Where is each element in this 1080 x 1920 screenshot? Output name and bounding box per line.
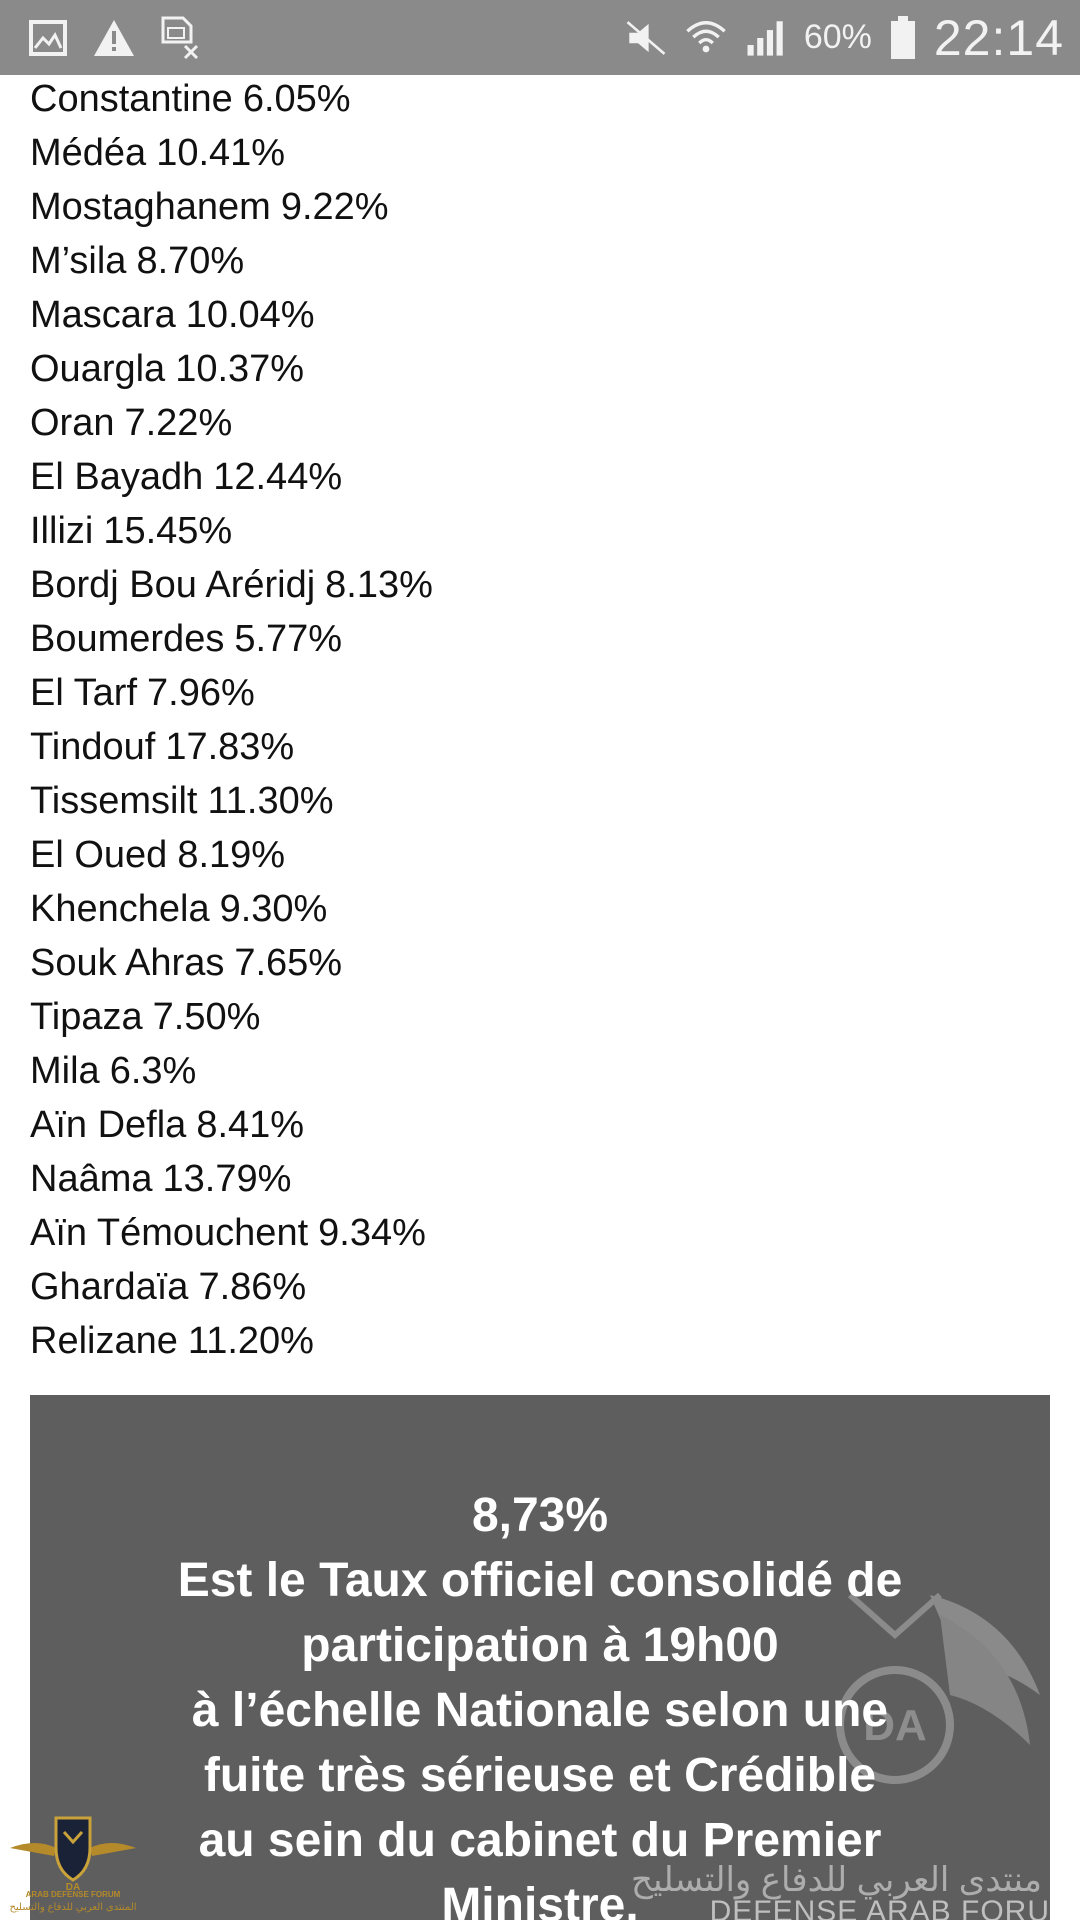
wilaya-name: Souk Ahras — [30, 942, 225, 984]
wilaya-name: Ouargla — [30, 348, 166, 390]
list-item — [30, 504, 433, 558]
wilaya-name: Aïn Defla — [30, 1104, 187, 1146]
turnout-rate: 7.22% — [124, 402, 233, 444]
wilaya-name: El Tarf — [30, 672, 138, 714]
status-bar — [0, 0, 1080, 75]
wilaya-name: Khenchela — [30, 888, 210, 930]
wilaya-name: Relizane — [30, 1320, 178, 1362]
notification-icons — [26, 16, 202, 60]
announcement-text — [30, 1483, 1050, 1920]
announcement-line: à l’échelle Nationale selon une — [191, 1684, 889, 1737]
list-item — [30, 828, 433, 882]
turnout-rate: 9.30% — [219, 888, 328, 930]
list-item — [30, 1260, 433, 1314]
wilaya-name: Mascara — [30, 294, 176, 336]
turnout-rate: 9.22% — [280, 186, 389, 228]
turnout-rate: 8.19% — [177, 834, 286, 876]
list-item — [30, 126, 433, 180]
shield-wings-icon — [6, 1808, 140, 1892]
wilaya-name: El Oued — [30, 834, 168, 876]
wilaya-name: Naâma — [30, 1158, 153, 1200]
turnout-rate: 12.44% — [213, 456, 343, 498]
turnout-rate: 7.50% — [152, 996, 261, 1038]
list-item — [30, 1206, 433, 1260]
turnout-rate: 8.70% — [136, 240, 245, 282]
watermark-brand-text: DEFENSE ARAB FORU — [709, 1895, 1050, 1920]
announcement-rate: 8,73% — [471, 1489, 609, 1542]
turnout-rate: 6.05% — [242, 78, 351, 120]
turnout-rate: 5.77% — [234, 618, 343, 660]
watermark-arabic-text: منتدى العربي للدفاع والتسليح — [631, 1861, 1042, 1899]
battery-icon — [888, 16, 918, 60]
system-icons — [624, 9, 1064, 67]
wilaya-name: Oran — [30, 402, 115, 444]
svg-text:DA: DA — [65, 1882, 81, 1892]
wilaya-name: Illizi — [30, 510, 94, 552]
sim-card-icon — [158, 16, 202, 60]
turnout-rate: 8.41% — [196, 1104, 305, 1146]
clock: 22:14 — [933, 9, 1064, 66]
list-item — [30, 1044, 433, 1098]
announcement-line: Est le Taux officiel consolidé de — [177, 1554, 903, 1607]
wilaya-name: Constantine — [30, 78, 233, 120]
turnout-rate: 7.65% — [234, 942, 343, 984]
signal-icon — [744, 16, 788, 60]
announcement-image — [30, 1395, 1050, 1920]
wilaya-name: Mila — [30, 1050, 100, 1092]
list-item — [30, 558, 433, 612]
wilaya-name: M’sila — [30, 240, 127, 282]
list-item — [30, 396, 433, 450]
list-item — [30, 1152, 433, 1206]
turnout-rate: 13.79% — [162, 1158, 292, 1200]
turnout-rate: 11.20% — [187, 1320, 314, 1362]
list-item — [30, 72, 433, 126]
turnout-rate: 8.13% — [325, 564, 433, 606]
list-item — [30, 990, 433, 1044]
turnout-rate: 10.04% — [185, 294, 315, 336]
list-item — [30, 774, 433, 828]
mute-icon — [624, 16, 668, 60]
list-item — [30, 450, 433, 504]
announcement-line: fuite très sérieuse et Crédible — [203, 1749, 877, 1802]
gallery-icon — [26, 16, 70, 60]
wifi-icon — [684, 16, 728, 60]
list-item — [30, 936, 433, 990]
logo-text-ar: المنتدى العربي للدفاع والتسليح — [9, 1902, 137, 1913]
announcement-line: au sein du cabinet du Premier — [198, 1814, 882, 1867]
announcement-line: Ministre. — [441, 1879, 639, 1920]
turnout-rate: 10.37% — [175, 348, 305, 390]
list-item — [30, 720, 433, 774]
arab-defense-forum-logo — [6, 1808, 140, 1920]
wilaya-name: Mostaghanem — [30, 186, 271, 228]
list-item — [30, 234, 433, 288]
wilaya-name: Tindouf — [30, 726, 156, 768]
list-item — [30, 342, 433, 396]
wilaya-name: Bordj Bou Aréridj — [30, 564, 316, 606]
wilaya-name: Tissemsilt — [30, 780, 198, 822]
turnout-rate: 15.45% — [103, 510, 233, 552]
turnout-rate: 9.34% — [318, 1212, 426, 1254]
announcement-line: participation à 19h00 — [301, 1619, 779, 1672]
list-item — [30, 1314, 433, 1368]
turnout-rate: 11.30% — [207, 780, 334, 822]
wilaya-name: Boumerdes — [30, 618, 225, 660]
wilaya-name: El Bayadh — [30, 456, 204, 498]
turnout-rate: 10.41% — [156, 132, 286, 174]
wilaya-name: Médéa — [30, 132, 147, 174]
battery-percent: 60% — [803, 18, 872, 56]
turnout-rate: 17.83% — [165, 726, 295, 768]
list-item — [30, 666, 433, 720]
list-item — [30, 1098, 433, 1152]
logo-text-en: ARAB DEFENSE FORUM — [25, 1890, 121, 1899]
wilaya-name: Tipaza — [30, 996, 143, 1038]
turnout-rate: 7.86% — [198, 1266, 307, 1308]
list-item — [30, 882, 433, 936]
list-item — [30, 180, 433, 234]
wilaya-name: Aïn Témouchent — [30, 1212, 309, 1254]
warning-icon — [92, 16, 136, 60]
turnout-rate: 6.3% — [109, 1050, 197, 1092]
list-item — [30, 612, 433, 666]
turnout-list — [30, 72, 433, 1368]
list-item — [30, 288, 433, 342]
turnout-rate: 7.96% — [147, 672, 255, 714]
wilaya-name: Ghardaïa — [30, 1266, 189, 1308]
svg-text:DA: DA — [863, 1701, 927, 1750]
